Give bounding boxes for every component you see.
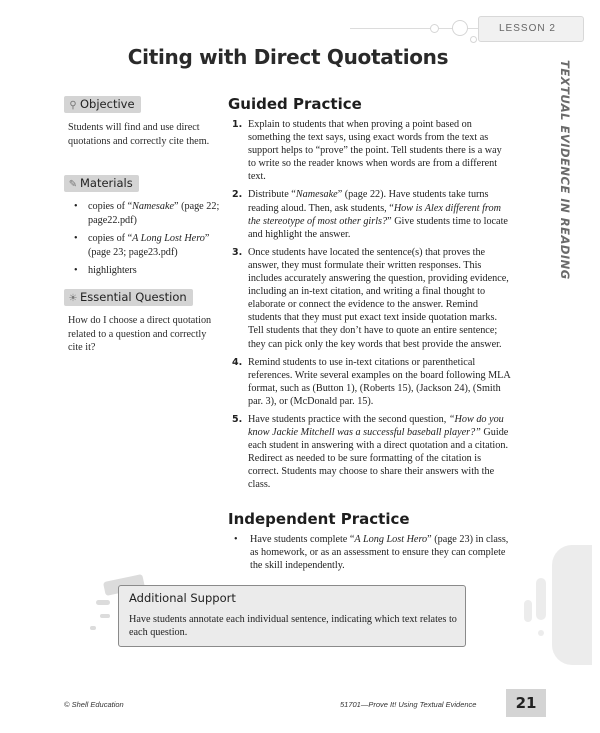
independent-practice-item: • Have students complete “A Long Lost Hero” (page 23) in class, as homework, or as an assessment to ensure they can complete the skill independently. xyxy=(232,533,514,572)
independent-practice-heading: Independent Practice xyxy=(228,510,410,528)
page-number: 21 xyxy=(506,689,546,717)
step-item: 2. Distribute “Namesake” (page 22). Have students take turns reading aloud. Then, ask students, “How is Alex different from the stereotype of most other girls?” Give students time to locate and highlight the answer. xyxy=(232,189,508,240)
guided-practice-heading: Guided Practice xyxy=(228,95,362,113)
lesson-label: LESSON 2 xyxy=(499,23,556,34)
lightbulb-icon: ☀ xyxy=(68,293,78,304)
support-splatter xyxy=(100,614,110,618)
objective-heading-text: Objective xyxy=(80,97,135,111)
materials-item: • copies of “A Long Lost Hero” (page 23; page23.pdf) xyxy=(74,232,224,259)
additional-support-heading: Additional Support xyxy=(129,591,236,605)
support-splatter xyxy=(96,600,110,605)
right-decoration xyxy=(524,600,532,622)
materials-list xyxy=(74,200,224,283)
step-item: 1. Explain to students that when proving a point based on something the text says, using exact words from the text as support helps to “prove” the point. Tell students there is a way to write so the reader knows when words are from a different text. xyxy=(232,119,502,183)
header-deco-circle xyxy=(470,36,477,43)
objective-text: Students will find and use direct quotations and correctly cite them. xyxy=(68,122,210,147)
section-vertical-title: TEXTUAL EVIDENCE IN READING xyxy=(558,60,572,280)
support-splatter xyxy=(90,626,96,630)
additional-support-text: Have students annotate each individual sentence, indicating which text relates to each question. xyxy=(129,614,457,639)
magnifier-icon: ⚲ xyxy=(69,100,77,111)
footer-copyright: © Shell Education xyxy=(64,700,124,709)
step-item: 4. Remind students to use in-text citations or parenthetical references. Write several examples on the board following MLA format, such as (Button 1), (Roberts 15), (Jackson 24), (Smith par. 3), or (McDonald par. 15). xyxy=(232,356,511,407)
step-item: 5. Have students practice with the second question, “How do you know Jackie Mitchell was a successful baseball player?” Guide each student in answering with a direct quotation and a citation. Redirect as needed to be sure formatting of the citation is correct. Students may choose to share their answers with the class. xyxy=(232,413,509,491)
essential-question-heading xyxy=(64,289,193,306)
pencil-icon: ✎ xyxy=(68,179,78,190)
lesson-tab xyxy=(478,16,584,42)
materials-heading-text: Materials xyxy=(80,176,133,190)
right-decoration xyxy=(538,630,544,636)
right-decoration xyxy=(536,578,546,620)
materials-item: • highlighters xyxy=(74,264,224,278)
guided-practice-steps xyxy=(232,118,512,497)
page-title: Citing with Direct Quotations xyxy=(127,45,449,69)
essential-question-text: How do I choose a direct quotation related to a question and correctly cite it? xyxy=(68,315,212,354)
header-deco-circle xyxy=(430,24,439,33)
materials-item: • copies of “Namesake” (page 22; page22.pdf) xyxy=(74,200,224,227)
step-item: 3. Once students have located the sentence(s) that proves the answer, they must formulate their written responses. This includes accurately answering the question, providing evidence, including an in-text citation, and writing a final thought to elaborate or connect the evidence to the answer. Remind students that they must put exact text inside quotation marks. Tell students that they don’t have to quote an entire sentence; they can pick only the key words that best provide the answer. xyxy=(232,246,509,350)
right-decoration xyxy=(552,545,592,665)
header-deco-circle xyxy=(452,20,468,36)
footer-book-title: 51701—Prove It! Using Textual Evidence xyxy=(340,700,477,709)
essential-question-heading-text: Essential Question xyxy=(80,290,187,304)
additional-support-box xyxy=(118,585,466,647)
materials-heading xyxy=(64,175,139,192)
objective-heading xyxy=(64,96,141,113)
